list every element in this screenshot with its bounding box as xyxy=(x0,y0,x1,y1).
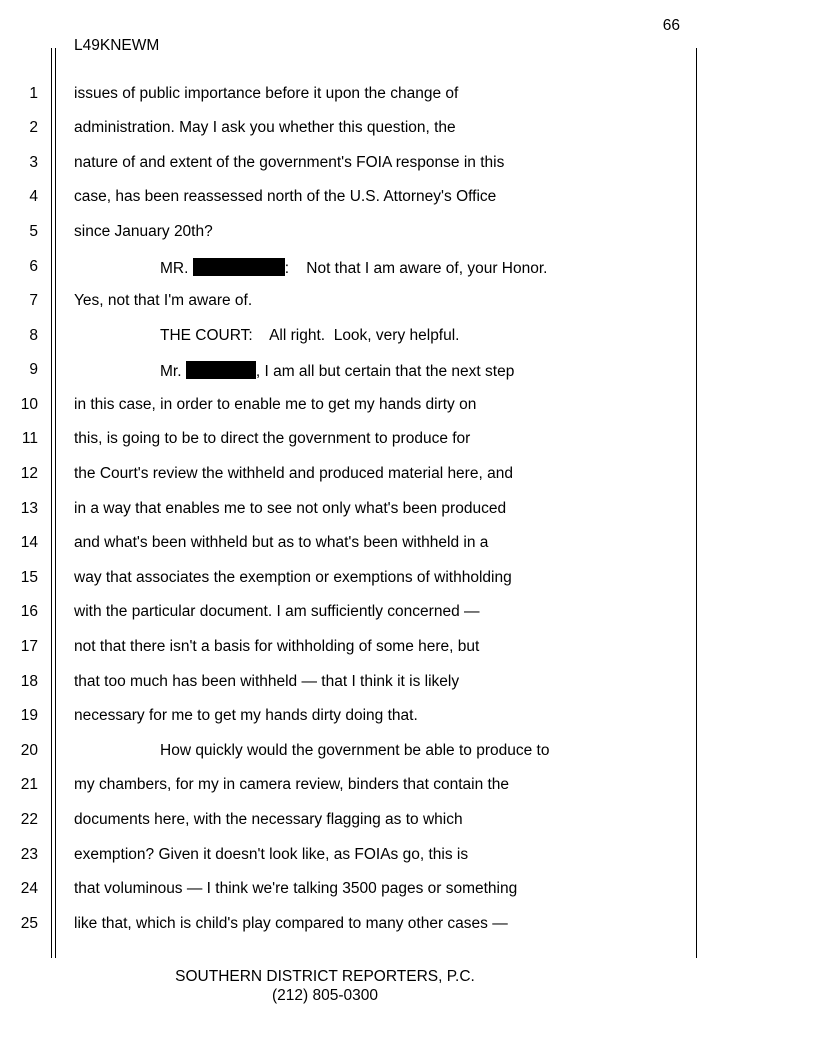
transcript-line: that voluminous — I think we're talking 3500 pages or something xyxy=(74,880,518,897)
case-id: L49KNEWM xyxy=(74,37,160,54)
line-number: 4 xyxy=(29,188,38,205)
line-number: 16 xyxy=(20,603,38,620)
line-number: 1 xyxy=(29,85,38,102)
transcript-line: with the particular document. I am sufficiently concerned — xyxy=(74,603,480,620)
line-number: 13 xyxy=(20,500,38,517)
line-number: 8 xyxy=(29,327,38,344)
line-number: 18 xyxy=(20,673,38,690)
transcript-line: and what's been withheld but as to what's been withheld in a xyxy=(74,534,489,551)
transcript-line xyxy=(74,258,547,278)
transcript-line xyxy=(74,742,549,760)
right-margin-rule xyxy=(696,48,697,958)
transcript-line: not that there isn't a basis for withholding of some here, but xyxy=(74,638,480,655)
line-number: 9 xyxy=(29,361,38,378)
line-number: 21 xyxy=(20,776,38,793)
transcript-line: documents here, with the necessary flagging as to which xyxy=(74,811,463,828)
transcript-line: since January 20th? xyxy=(74,223,213,240)
transcript-line: that too much has been withheld — that I think it is likely xyxy=(74,673,460,690)
transcript-line: the Court's review the withheld and produced material here, and xyxy=(74,465,513,482)
transcript-line: necessary for me to get my hands dirty doing that. xyxy=(74,707,418,724)
transcript-line: this, is going to be to direct the government to produce for xyxy=(74,430,471,447)
transcript-line: like that, which is child's play compared to many other cases — xyxy=(74,915,508,932)
reporter-phone: (212) 805-0300 xyxy=(272,987,378,1004)
transcript-line: my chambers, for my in camera review, binders that contain the xyxy=(74,776,510,793)
line-number: 2 xyxy=(29,119,38,136)
line-number: 17 xyxy=(20,638,38,655)
transcript-line: exemption? Given it doesn't look like, as FOIAs go, this is xyxy=(74,846,469,863)
address-label: Mr. xyxy=(160,363,186,380)
line-number: 3 xyxy=(29,154,38,171)
line-number: 5 xyxy=(29,223,38,240)
line-number: 7 xyxy=(29,292,38,309)
speaker-label: MR. xyxy=(160,260,193,277)
left-margin-rule xyxy=(51,48,52,958)
transcript-line: in a way that enables me to see not only what's been produced xyxy=(74,500,507,517)
speech-text: THE COURT: All right. Look, very helpful. xyxy=(160,327,460,344)
line-number: 19 xyxy=(20,707,38,724)
line-number: 23 xyxy=(20,846,38,863)
line-number: 20 xyxy=(20,742,38,759)
speech-text: : Not that I am aware of, your Honor. xyxy=(284,260,548,277)
transcript-line: administration. May I ask you whether this question, the xyxy=(74,119,456,136)
line-number: 14 xyxy=(20,534,38,551)
line-number: 12 xyxy=(20,465,38,482)
transcript-line: issues of public importance before it upon the change of xyxy=(74,85,459,102)
reporter-name: SOUTHERN DISTRICT REPORTERS, P.C. xyxy=(175,968,475,985)
line-number: 11 xyxy=(21,430,38,447)
transcript-line: case, has been reassessed north of the U.S. Attorney's Office xyxy=(74,188,497,205)
transcript-line: way that associates the exemption or exemptions of withholding xyxy=(74,569,512,586)
line-number: 25 xyxy=(20,915,38,932)
left-margin-rule-inner xyxy=(55,48,56,958)
page-number: 66 xyxy=(662,17,680,34)
transcript-line: nature of and extent of the government's FOIA response in this xyxy=(74,154,505,171)
line-number: 22 xyxy=(20,811,38,828)
speech-text: How quickly would the government be able to produce to xyxy=(160,742,550,759)
redaction-bar xyxy=(193,258,285,276)
transcript-line xyxy=(74,361,514,381)
transcript-line xyxy=(74,327,460,345)
redaction-bar xyxy=(186,361,256,379)
transcript-line: Yes, not that I'm aware of. xyxy=(74,292,253,309)
line-number: 15 xyxy=(20,569,38,586)
speech-text: , I am all but certain that the next step xyxy=(255,363,515,380)
line-number: 6 xyxy=(29,258,38,275)
line-number: 24 xyxy=(20,880,38,897)
line-number: 10 xyxy=(20,396,38,413)
transcript-line: in this case, in order to enable me to get my hands dirty on xyxy=(74,396,477,413)
